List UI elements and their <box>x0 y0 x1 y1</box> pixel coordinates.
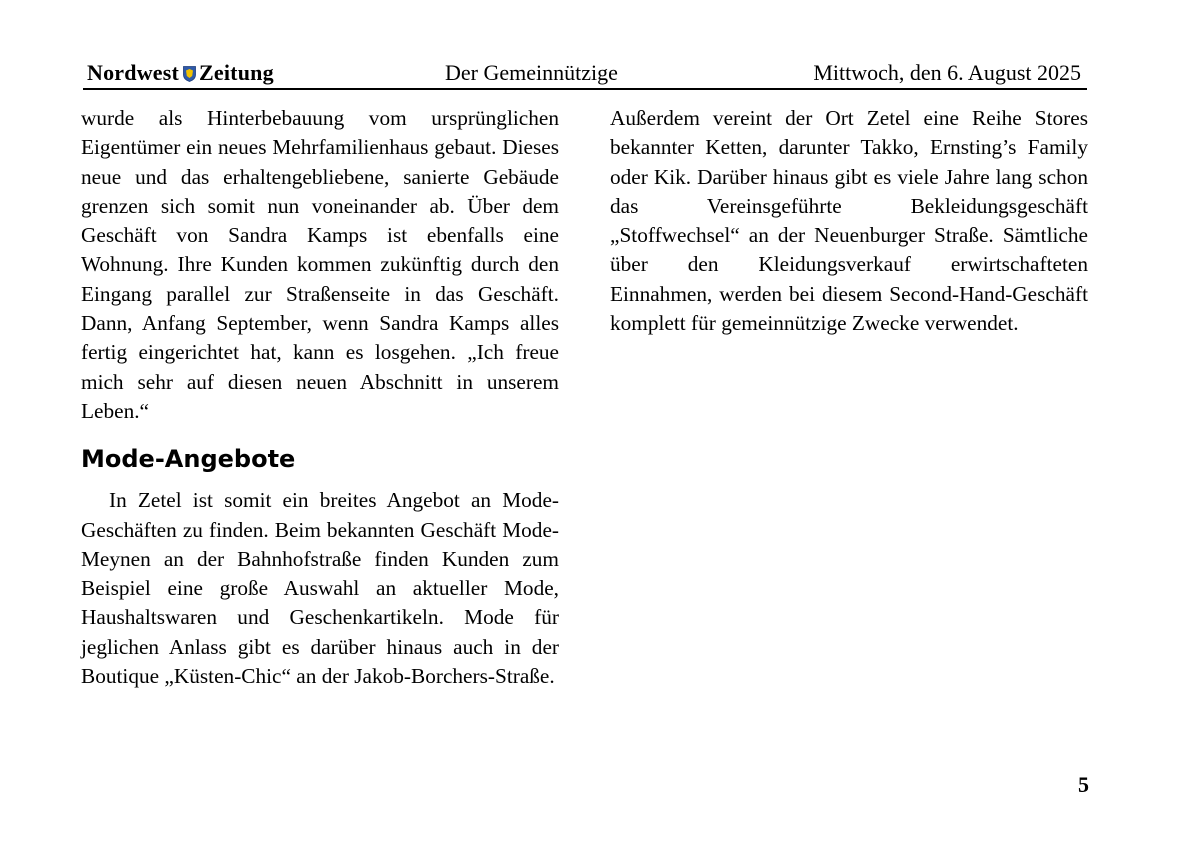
article-paragraph: Außerdem vereint der Ort Zetel eine Reihe Stores bekannter Ketten, darunter Takko, Ernsting’s Family oder Kik. Darüber hinaus gibt es viele Jahre lang schon das Vereinsgeführte Bekleidungsgeschäft „Stoffwechsel“ an der Neuenburger Straße. Sämtliche über den Kleidungsverkauf erwirtschafteten Einnahmen, werden bei diesem Second-Hand-Geschäft komplett für gemeinnützige Zwecke verwendet. <box>610 106 1088 336</box>
right-column <box>610 104 1088 338</box>
section-heading: Mode-Angebote <box>81 445 296 474</box>
crest-icon <box>183 60 196 76</box>
left-column <box>81 104 559 691</box>
article-paragraph: wurde als Hinterbebauung vom ursprünglichen Eigentümer ein neues Mehrfamilienhaus gebaut. Dieses neue und das erhaltengebliebene, sanierte Gebäude grenzen sich somit nun voneinander ab. Über dem Geschäft von Sandra Kamps ist ebenfalls eine Wohnung. Ihre Kunden kommen zukünftig durch den Eingang parallel zur Straßenseite in das Geschäft. Dann, Anfang September, wenn Sandra Kamps alles fertig eingerichtet hat, kann es losgehen. „Ich freue mich sehr auf diesen neuen Abschnitt in unserem Leben.“ <box>81 106 559 423</box>
page-number: 5 <box>1078 772 1089 797</box>
issue-date: Mittwoch, den 6. August 2025 <box>813 60 1081 85</box>
section-title: Der Gemeinnützige <box>445 60 618 85</box>
masthead-word-nordwest: Nordwest <box>87 60 180 85</box>
page-header <box>83 58 1087 90</box>
article-paragraph: In Zetel ist somit ein breites Angebot an Mode-Geschäften zu finden. Beim bekannten Geschäft Mode-Meynen an der Bahnhofstraße finden Kunden zum Beispiel eine große Auswahl an aktueller Mode, Haushaltswaren und Geschenkartikeln. Mode für jeglichen Anlass gibt es darüber hinaus auch in der Boutique „Küsten-Chic“ an der Jakob-Borchers-Straße. <box>81 488 559 689</box>
masthead-word-zeitung: Zeitung <box>199 60 274 85</box>
newspaper-masthead <box>87 58 274 88</box>
